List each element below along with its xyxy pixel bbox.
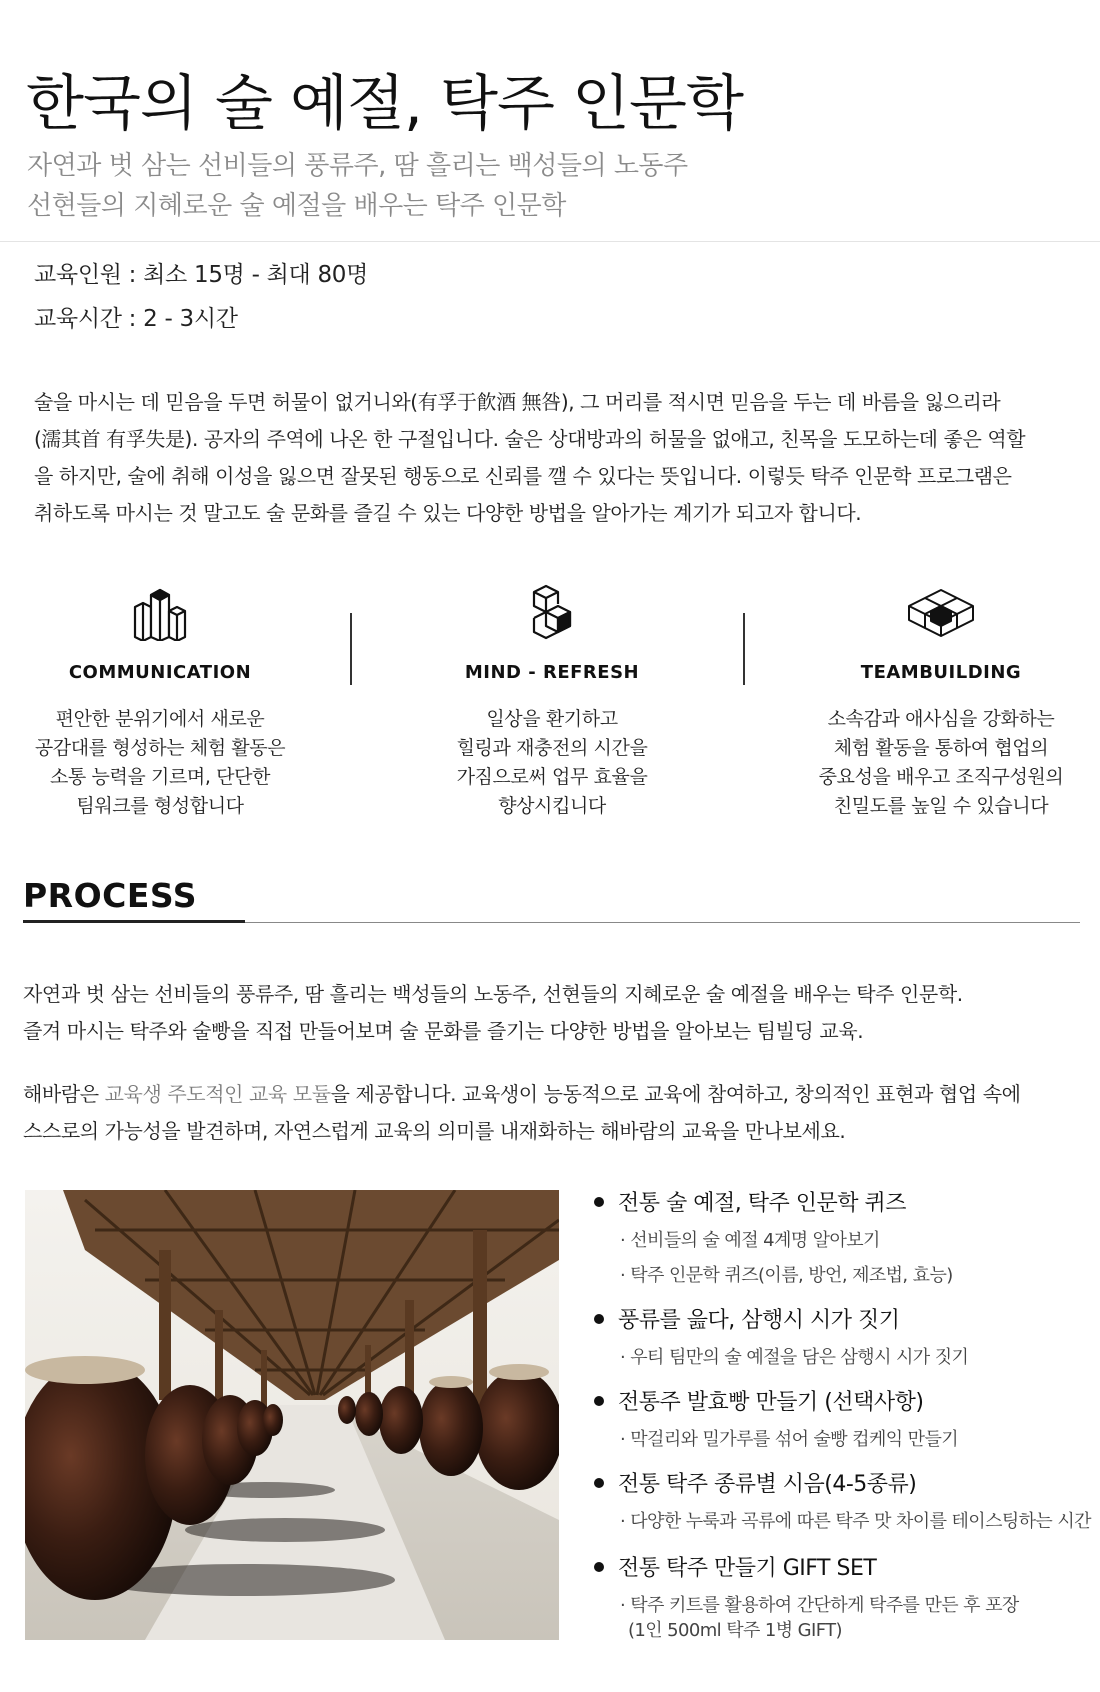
process-line	[23, 1076, 1083, 1113]
section-divider	[245, 922, 1080, 923]
process-paragraph	[23, 976, 1083, 1050]
feature-label: COMMUNICATION	[68, 662, 252, 683]
step-title: 풍류를 읊다, 삼행시 시가 짓기	[594, 1303, 1094, 1334]
process-steps	[594, 1186, 1094, 1643]
heading-underline	[23, 920, 245, 923]
feature-desc-line: 공감대를 형성하는 체험 활동은	[34, 737, 286, 759]
page-title: 한국의 술 예절, 탁주 인문학	[26, 69, 743, 139]
text-span: 해바람은	[23, 1082, 105, 1106]
feature-label: MIND - REFRESH	[464, 662, 640, 683]
subtitle-line: 자연과 벗 삼는 선비들의 풍류주, 땀 흘리는 백성들의 노동주	[27, 151, 688, 181]
onggi-jars-photo	[25, 1190, 559, 1640]
feature-desc-line: 소통 능력을 기르며, 단단한	[49, 766, 271, 788]
process-heading: PROCESS	[23, 876, 197, 915]
process-line: 스스로의 가능성을 발견하며, 자연스럽게 교육의 의미를 내재화하는 해바람의 교육을 만나보세요.	[23, 1119, 846, 1143]
step-item	[594, 1385, 1094, 1453]
intro-line: (濡其首 有孚失是). 공자의 주역에 나온 한 구절입니다. 술은 상대방과의 허물을 없애고, 친목을 도모하는데 좋은 역할	[34, 427, 1026, 451]
intro-line: 을 하지만, 술에 취해 이성을 잃으면 잘못된 행동으로 신뢰를 깰 수 있다는 뜻입니다. 이렇듯 탁주 인문학 프로그램은	[34, 464, 1012, 488]
participants-info: 교육인원 : 최소 15명 - 최대 80명	[34, 262, 369, 288]
step-title: 전통주 발효빵 만들기 (선택사항)	[594, 1385, 1094, 1416]
subtitle-line: 선현들의 지혜로운 술 예절을 배우는 탁주 인문학	[27, 191, 566, 221]
step-title: 전통 탁주 종류별 시음(4-5종류)	[594, 1467, 1094, 1498]
step-item	[594, 1186, 1094, 1289]
intro-paragraph	[34, 384, 1074, 532]
process-line: 즐겨 마시는 탁주와 술빵을 직접 만들어보며 술 문화를 즐기는 다양한 방법을 알아보는 팀빌딩 교육.	[23, 1019, 864, 1043]
step-item	[594, 1551, 1094, 1643]
feature-label: TEAMBUILDING	[860, 662, 1022, 683]
step-detail: · 막걸리와 밀가루를 섞어 술빵 컵케익 만들기	[620, 1429, 959, 1450]
feature-teambuilding	[786, 580, 1096, 821]
feature-desc-line: 친밀도를 높일 수 있습니다	[833, 795, 1049, 817]
step-detail-extra: (1인 500ml 탁주 1병 GIFT)	[628, 1620, 842, 1641]
feature-desc-line: 체험 활동을 통하여 협업의	[833, 737, 1049, 759]
feature-desc-line: 힐링과 재충전의 시간을	[456, 737, 648, 759]
process-paragraph-2	[23, 1076, 1083, 1150]
step-item	[594, 1303, 1094, 1371]
step-title: 전통 술 예절, 탁주 인문학 퀴즈	[594, 1186, 1094, 1217]
text-span: 을 제공합니다. 교육생이 능동적으로 교육에 참여하고, 창의적인 표현과 협업 속에	[330, 1082, 1021, 1106]
feature-description	[5, 705, 315, 821]
cubes-icon	[397, 580, 707, 646]
highlight-text: 교육생 주도적인 교육 모듈	[104, 1082, 331, 1106]
buildings-icon	[5, 580, 315, 646]
feature-desc-line: 가짐으로써 업무 효율을	[456, 766, 648, 788]
page-header	[0, 0, 1100, 242]
feature-mind-refresh	[397, 580, 707, 821]
step-detail: · 탁주 인문학 퀴즈(이름, 방언, 제조법, 효능)	[620, 1265, 953, 1286]
feature-desc-line: 중요성을 배우고 조직구성원의	[818, 766, 1064, 788]
feature-desc-line: 향상시킵니다	[498, 795, 606, 817]
step-detail: · 다양한 누룩과 곡류에 따른 탁주 맛 차이를 테이스팅하는 시간	[620, 1511, 1091, 1532]
feature-desc-line: 팀워크를 형성합니다	[76, 795, 244, 817]
step-detail: · 우티 팀만의 술 예절을 담은 삼행시 시가 짓기	[620, 1347, 969, 1368]
column-divider	[350, 613, 352, 685]
step-detail: · 탁주 키트를 활용하여 간단하게 탁주를 만든 후 포장	[620, 1595, 1019, 1616]
feature-communication	[5, 580, 315, 821]
hexagon-cube-icon	[786, 580, 1096, 646]
step-detail: · 선비들의 술 예절 4계명 알아보기	[620, 1230, 880, 1251]
step-item	[594, 1467, 1094, 1535]
feature-desc-line: 소속감과 애사심을 강화하는	[827, 708, 1055, 730]
feature-desc-line: 편안한 분위기에서 새로운	[55, 708, 265, 730]
feature-desc-line: 일상을 환기하고	[486, 708, 618, 730]
process-line: 자연과 벗 삼는 선비들의 풍류주, 땀 흘리는 백성들의 노동주, 선현들의 지혜로운 술 예절을 배우는 탁주 인문학.	[23, 982, 963, 1006]
page-subtitle	[27, 146, 688, 226]
column-divider	[743, 613, 745, 685]
feature-description	[397, 705, 707, 821]
intro-line: 취하도록 마시는 것 말고도 술 문화를 즐길 수 있는 다양한 방법을 알아가는 계기가 되고자 합니다.	[34, 501, 862, 525]
step-title: 전통 탁주 만들기 GIFT SET	[594, 1551, 1094, 1582]
duration-info: 교육시간 : 2 - 3시간	[34, 306, 238, 332]
intro-line: 술을 마시는 데 믿음을 두면 허물이 없거니와(有孚于飮酒 無咎), 그 머리를 적시면 믿음을 두는 데 바름을 잃으리라	[34, 390, 1001, 414]
feature-description	[786, 705, 1096, 821]
